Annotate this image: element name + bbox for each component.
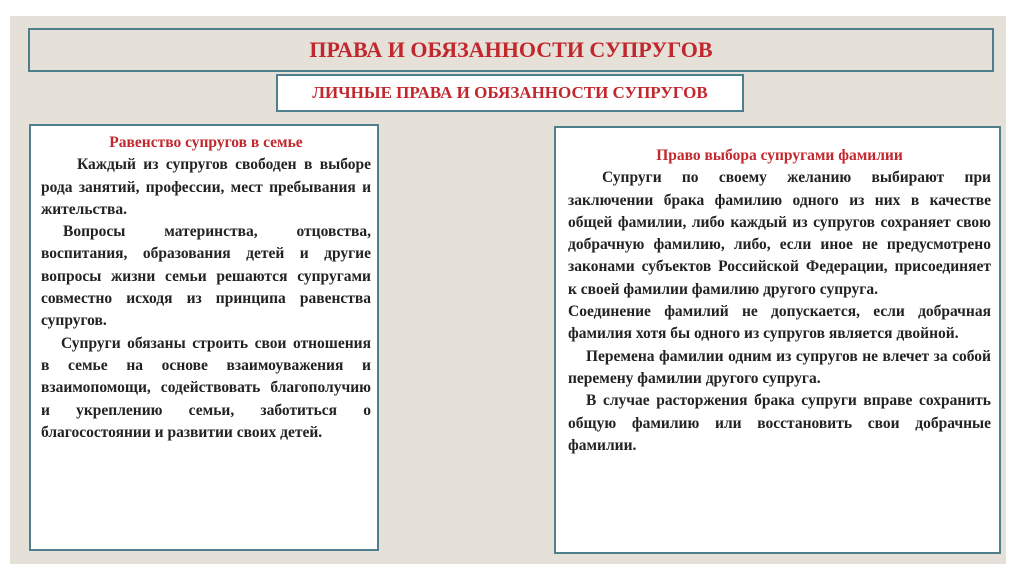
left-paragraph-1: Каждый из супругов свободен в выборе рода занятий, профессии, мест пребывания и жительства. xyxy=(41,156,371,218)
left-paragraph-3: Супруги обязаны строить свои отношения в семье на основе взаимоуважения и взаимопомощи, содействовать благополучию и укреплению семьи, заботиться о благосостоянии и развитии своих детей. xyxy=(41,334,371,441)
right-paragraph-1: Супруги по своему желанию выбирают при заключении брака фамилию одного из них в качестве общей фамилии, либо каждый из супругов сохраняет свою добрачную фамилию, либо, если иное не предусмотрено законами субъектов Российской Федерации, присоединяет к своей фамилии фамилию другого супруга. xyxy=(568,169,991,298)
right-paragraph-2: Соединение фамилий не допускается, если добрачная фамилия хотя бы одного из супругов является двойной. xyxy=(568,303,991,343)
left-paragraph-2: Вопросы материнства, отцовства, воспитания, образования детей и другие вопросы жизни семьи решаются супругами совместно исходя из принципа равенства супругов. xyxy=(41,223,371,330)
left-panel-heading: Равенство супругов в семье xyxy=(109,134,303,151)
right-panel xyxy=(554,126,1001,554)
right-paragraph-3: Перемена фамилии одним из супругов не влечет за собой перемену фамилии другого супруга. xyxy=(568,347,991,387)
subtitle-box xyxy=(276,74,744,112)
left-panel xyxy=(29,124,379,551)
slide-subtitle: ЛИЧНЫЕ ПРАВА И ОБЯЗАННОСТИ СУПРУГОВ xyxy=(312,83,708,102)
slide-title: ПРАВА И ОБЯЗАННОСТИ СУПРУГОВ xyxy=(309,37,713,62)
slide xyxy=(10,16,1006,564)
right-paragraph-4: В случае расторжения брака супруги вправе сохранить общую фамилию или восстановить свои добрачные фамилии. xyxy=(568,392,991,454)
right-panel-heading: Право выбора супругами фамилии xyxy=(656,147,903,164)
title-box xyxy=(28,28,994,72)
